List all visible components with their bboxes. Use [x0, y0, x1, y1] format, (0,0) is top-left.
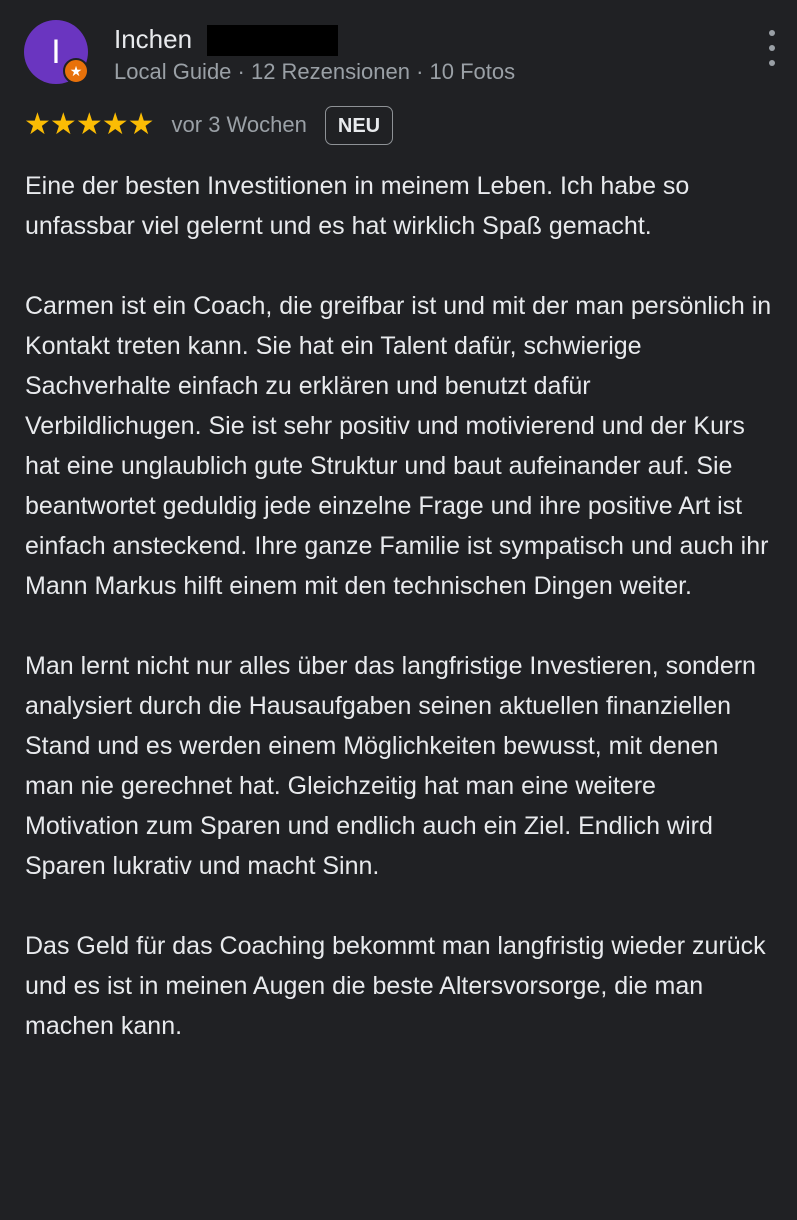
more-vert-icon [769, 60, 775, 66]
more-vert-icon [769, 45, 775, 51]
star-icon: ★ [75, 108, 102, 141]
more-vert-icon [769, 30, 775, 36]
review-paragraph: Eine der besten Investitionen in meinem Leben. Ich habe so unfassbar viel gelernt und es hat wirklich Spaß gemacht. [25, 172, 690, 240]
more-options-button[interactable] [760, 30, 784, 66]
star-icon: ★ [49, 108, 76, 141]
author-name[interactable]: Inchen [114, 24, 193, 54]
review-date: vor 3 Wochen [171, 112, 307, 137]
local-guide-star-icon: ★ [63, 58, 89, 84]
review-paragraph: Man lernt nicht nur alles über das langfristige Investieren, sondern analysiert durch die Hausaufgaben seinen aktuellen finanziellen Stand und es werden einem Möglichkeiten bewusst, mit denen man nie gerechnet hat. Gleichzeitig hat man eine weitere Motivation zum Sparen und endlich auch ein Ziel. Endlich wird Sparen lukrativ und macht Sinn. [25, 652, 756, 880]
new-badge: NEU [325, 106, 393, 145]
redaction-box [207, 25, 338, 56]
author-meta[interactable]: Local Guide · 12 Rezensionen · 10 Fotos [114, 59, 516, 84]
review-paragraph: Das Geld für das Coaching bekommt man langfristig wieder zurück und es ist in meinen Augen die beste Altersvorsorge, die man machen kann. [25, 932, 766, 1040]
review-text [25, 166, 773, 1046]
avatar-initial: I [51, 33, 61, 71]
review-paragraph: Carmen ist ein Coach, die greifbar ist und mit der man persönlich in Kontakt treten kann. Sie hat ein Talent dafür, schwierige Sachverhalte einfach zu erklären und benutzt dafür Verbildlichugen. Sie ist sehr positiv und motivierend und der Kurs hat eine unglaublich gute Struktur und baut aufeinander auf. Sie beantwortet geduldig jede einzelne Frage und ihre positive Art ist einfach ansteckend. Ihre ganze Familie ist sympatisch und auch ihr Mann Markus hilft einem mit den technischen Dingen weiter. [25, 292, 772, 600]
star-rating [24, 105, 154, 145]
rating-row [24, 105, 393, 145]
star-icon: ★ [101, 108, 128, 141]
star-icon: ★ [24, 108, 50, 141]
star-icon: ★ [127, 108, 154, 141]
